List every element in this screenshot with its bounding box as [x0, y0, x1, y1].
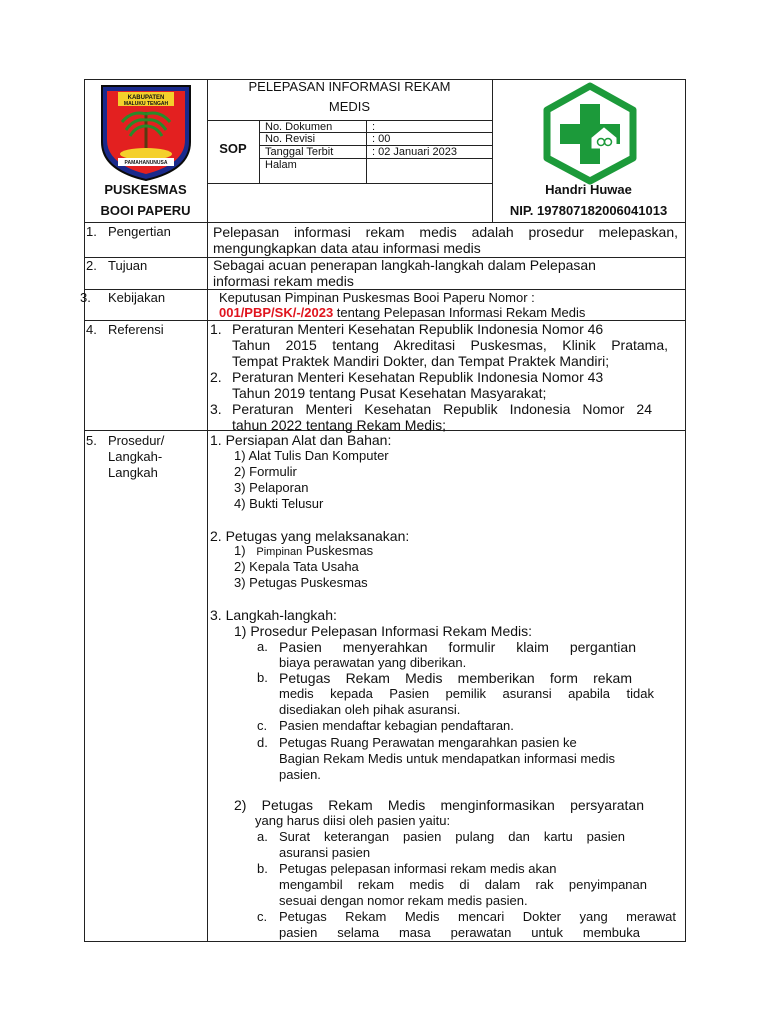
decree-number: 001/PBP/SK/-/2023	[219, 305, 334, 320]
sub-item-line: disediakan oleh pihak asuransi.	[279, 702, 461, 717]
sub-item-line: Petugas pelepasan informasi rekam medis akan	[279, 861, 557, 876]
sub-item-letter: b.	[257, 861, 268, 876]
list-item: 1) Alat Tulis Dan Komputer	[234, 448, 389, 463]
list-item: 2) Kepala Tata Usaha	[234, 559, 359, 574]
pengertian-line1: Pelepasan informasi rekam medis adalah prosedur melepaskan,	[213, 224, 678, 240]
list-item: 3) Petugas Puskesmas	[234, 575, 368, 590]
section-title-petugas: 2. Petugas yang melaksanakan:	[210, 528, 410, 544]
list-item-small: Pimpinan	[256, 546, 303, 558]
sub-item-line: pasien.	[279, 767, 321, 782]
row-number-tujuan: 2.	[86, 258, 97, 273]
row-number-pengertian: 1.	[86, 224, 97, 239]
meta-label-tanggal-terbit: Tanggal Terbit	[265, 146, 334, 158]
row-label-prosedur-line3: Langkah	[108, 465, 158, 480]
divider-row-pengertian	[84, 222, 686, 223]
row-label-pengertian: Pengertian	[108, 224, 171, 239]
divider-title-sop	[207, 120, 492, 121]
list-item-number: 1)	[234, 543, 246, 558]
kebijakan-line2	[219, 305, 585, 321]
decree-subject: tentang Pelepasan Informasi Rekam Medis	[333, 305, 586, 320]
org-name-line1: PUSKESMAS	[104, 182, 187, 197]
meta-value-no-revisi: : 00	[372, 133, 391, 145]
sub-item-line: pasien selama masa perawatan untuk membuka	[279, 925, 640, 940]
logo-region-text: MALUKU TENGAH	[123, 101, 169, 107]
tujuan-line2: informasi rekam medis	[213, 273, 354, 289]
sub-item-letter: a.	[257, 829, 268, 844]
logo-motto-text: PAMAHANUNUSA	[124, 160, 168, 166]
column-divider-label	[207, 79, 208, 942]
sub-item-line: sesuai dengan nomor rekam medis pasien.	[279, 893, 528, 908]
sub-item-line: Petugas Rekam Medis memberikan form rekam	[279, 670, 632, 686]
meta-label-no-revisi: No. Revisi	[265, 133, 316, 145]
sub-item-line: Bagian Rekam Medis untuk mendapatkan informasi medis	[279, 751, 616, 766]
referensi-item-number: 2.	[210, 369, 222, 385]
kebijakan-line1: Keputusan Pimpinan Puskesmas Booi Paperu Nomor :	[219, 290, 535, 305]
sub-item-letter: a.	[257, 639, 268, 654]
divider-meta-values	[366, 120, 367, 183]
row-label-referensi: Referensi	[108, 322, 164, 337]
row-number-referensi: 4.	[86, 322, 97, 337]
sub-item-line: asuransi pasien	[279, 845, 371, 860]
sub-item-line: Surat keterangan pasien pulang dan kartu pasien	[279, 829, 625, 844]
list-item: 2) Formulir	[234, 464, 297, 479]
tujuan-line1: Sebagai acuan penerapan langkah-langkah dalam Pelepasan	[213, 257, 596, 273]
referensi-item-number: 1.	[210, 321, 222, 337]
sub-item-letter: c.	[257, 718, 268, 733]
sub-item-line: medis kepada Pasien pemilik asuransi apabila tidak	[279, 686, 654, 701]
row-label-prosedur-line1: Prosedur/	[108, 433, 165, 448]
sub-item-line: Pasien menyerahkan formulir klaim pergantian	[279, 639, 636, 655]
sub-item-letter: b.	[257, 670, 268, 685]
divider-header-bottom	[207, 183, 492, 184]
meta-value-tanggal-terbit: : 02 Januari 2023	[372, 146, 458, 158]
referensi-item-line: Peraturan Menteri Kesehatan Republik Indonesia Nomor 24	[232, 401, 652, 417]
subsection-title: 1) Prosedur Pelepasan Informasi Rekam Medis:	[234, 623, 533, 639]
pengertian-line2: mengungkapkan data atau informasi medis	[213, 240, 481, 256]
document-title-line1: PELEPASAN INFORMASI REKAM	[248, 79, 451, 94]
row-label-kebijakan: Kebijakan	[108, 290, 166, 305]
list-item: 4) Bukti Telusur	[234, 496, 324, 511]
referensi-item-line: Peraturan Menteri Kesehatan Republik Indonesia Nomor 46	[232, 321, 604, 337]
meta-label-no-dokumen: No. Dokumen	[265, 121, 333, 133]
sub-item-line: biaya perawatan yang diberikan.	[279, 655, 467, 670]
regency-logo	[98, 82, 194, 182]
divider-sop-meta	[259, 120, 260, 183]
row-label-prosedur-line2: Langkah-	[108, 449, 163, 464]
list-item-rest: Puskesmas	[305, 543, 374, 558]
section-title-langkah: 3. Langkah-langkah:	[210, 607, 337, 623]
list-item: 3) Pelaporan	[234, 480, 309, 495]
referensi-item-line: Tempat Praktek Mandiri Dokter, dan Tempat Praktek Mandiri;	[232, 353, 610, 369]
referensi-item-number: 3.	[210, 401, 222, 417]
logo-regency-text: KABUPATEN	[127, 95, 165, 101]
referensi-item-line: tahun 2022 tentang Rekam Medis;	[232, 417, 447, 433]
sub-item-line: Pasien mendaftar kebagian pendaftaran.	[279, 718, 514, 733]
subsection-title: 2) Petugas Rekam Medis menginformasikan persyaratan	[234, 797, 644, 813]
row-number-kebijakan: 3.	[80, 290, 91, 305]
signer-nip: NIP. 197807182006041013	[509, 203, 668, 218]
sub-item-letter: c.	[257, 909, 268, 924]
table-border-bottom	[84, 941, 686, 942]
puskesmas-logo	[540, 82, 640, 185]
referensi-item-line: Tahun 2019 tentang Pusat Kesehatan Masyarakat;	[232, 385, 547, 401]
meta-label-halaman: Halam	[265, 159, 297, 171]
row-number-prosedur: 5.	[86, 433, 97, 448]
document-title-line2: MEDIS	[328, 99, 371, 114]
referensi-item-line: Peraturan Menteri Kesehatan Republik Indonesia Nomor 43	[232, 369, 604, 385]
sub-item-line: Petugas Ruang Perawatan mengarahkan pasien ke	[279, 735, 577, 750]
sop-label: SOP	[219, 141, 247, 156]
sub-item-line: Petugas Rekam Medis mencari Dokter yang merawat	[279, 909, 676, 924]
subsection-title: yang harus diisi oleh pasien yaitu:	[255, 813, 451, 828]
signer-name: Handri Huwae	[545, 182, 632, 197]
sub-item-line: mengambil rekam medis di dalam rak penyimpanan	[279, 877, 647, 892]
meta-value-no-dokumen: :	[372, 121, 376, 133]
sub-item-letter: d.	[257, 735, 268, 750]
org-name-line2: BOOI PAPERU	[100, 203, 191, 218]
list-item	[234, 543, 373, 560]
section-title-persiapan: 1. Persiapan Alat dan Bahan:	[210, 432, 392, 448]
referensi-item-line: Tahun 2015 tentang Akreditasi Puskesmas, Klinik Pratama,	[232, 337, 668, 353]
column-divider-logo-right	[492, 79, 493, 223]
row-label-tujuan: Tujuan	[108, 258, 148, 273]
table-border-right	[685, 79, 686, 942]
